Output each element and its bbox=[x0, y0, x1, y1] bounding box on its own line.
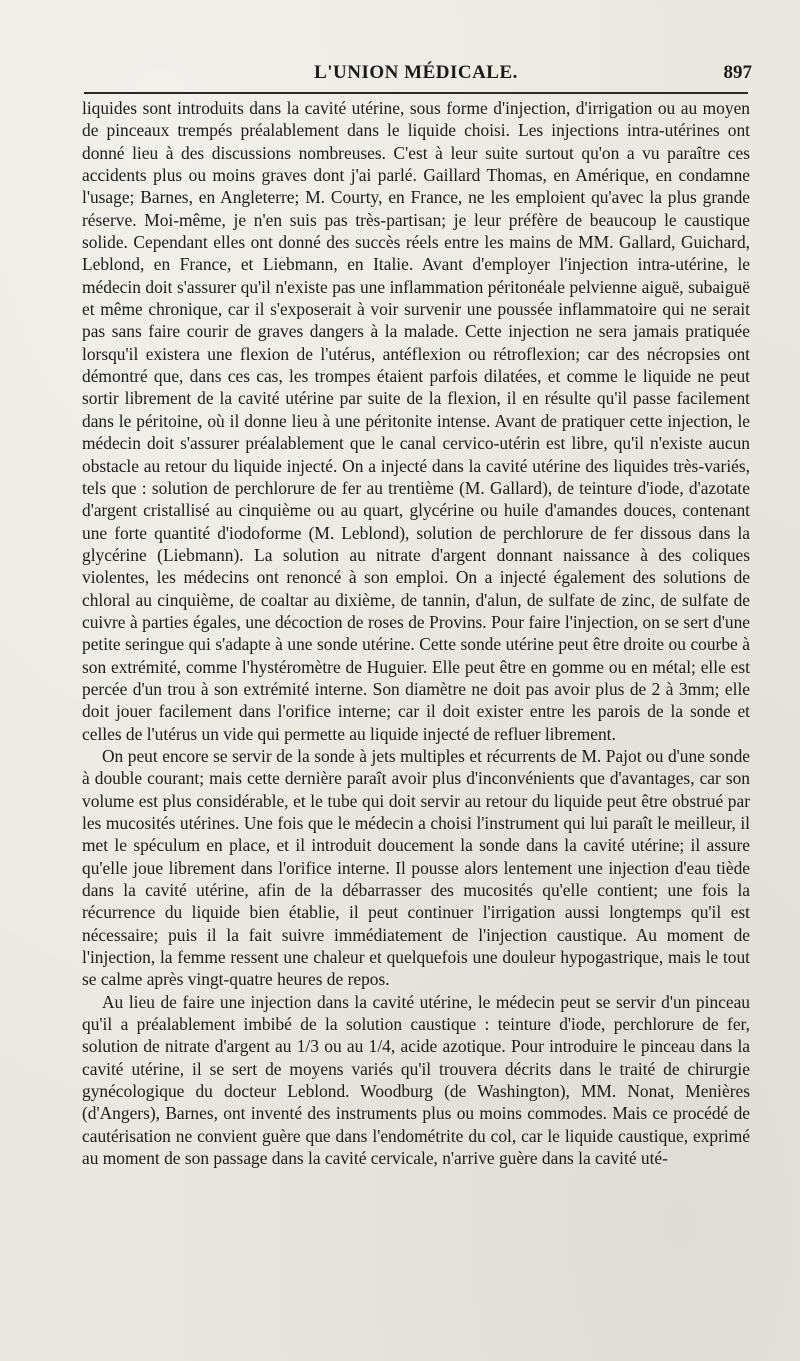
body-text bbox=[82, 97, 750, 1170]
running-head bbox=[82, 62, 750, 88]
paragraph-2: On peut encore se servir de la sonde à jets multiples et récurrents de M. Pajot ou d'une sonde à double courant; mais cette dernière paraît avoir plus d'inconvénients que d'avantages, car son volume est plus considérable, et le tube qui doit servir au retour du liquide peut être obstrué par les mucosités utérines. Une fois que le médecin a choisi l'instrument qui lui paraît le meilleur, il met le spéculum en place, et il introduit doucement la sonde dans la cavité utérine; il assure qu'elle joue librement dans l'orifice interne. Il pousse alors lentement une injection d'eau tiède dans la cavité utérine, afin de la débarrasser des mucosités qu'elle contient; une fois la récurrence du liquide bien établie, il peut continuer l'irrigation aussi longtemps qu'il est nécessaire; puis il la fait suivre immédiatement de l'injection caustique. Au moment de l'injection, la femme ressent une chaleur et quelquefois une douleur hypogastrique, mais le tout se calme après vingt-quatre heures de repos. bbox=[82, 745, 750, 990]
header-rule bbox=[84, 92, 748, 94]
paragraph-3: Au lieu de faire une injection dans la cavité utérine, le médecin peut se servir d'un pinceau qu'il a préalablement imbibé de la solution caustique : teinture d'iode, perchlorure de fer, solution de nitrate d'argent au 1/3 ou au 1/4, acide azotique. Pour introduire le pinceau dans la cavité utérine, il se sert de moyens variés qu'il trouvera décrits dans le traité de chirurgie gynécologique du docteur Leblond. Woodburg (de Washington), MM. Nonat, Menières (d'Angers), Barnes, ont inventé des instruments plus ou moins commodes. Mais ce procédé de cautérisation ne convient guère que dans l'endométrite du col, car le liquide caustique, exprimé au moment de son passage dans la cavité cervicale, n'arrive guère dans la cavité uté- bbox=[82, 991, 750, 1169]
paragraph-1: liquides sont introduits dans la cavité utérine, sous forme d'injection, d'irrigation ou au moyen de pinceaux trempés préalablement dans le liquide choisi. Les injections intra-utérines ont donné lieu à des discussions nombreuses. C'est à leur suite surtout qu'on a vu paraître ces accidents plus ou moins graves dont j'ai parlé. Gaillard Thomas, en Amérique, en condamne l'usage; Barnes, en Angleterre; M. Courty, en France, ne les emploient qu'avec la plus grande réserve. Moi-même, je n'en suis pas très-partisan; je leur préfère de beaucoup le caustique solide. Cependant elles ont donné des succès réels entre les mains de MM. Gallard, Guichard, Leblond, en France, et Liebmann, en Italie. Avant d'employer l'injection intra-utérine, le médecin doit s'assurer qu'il n'existe pas une inflammation péritonéale pelvienne aiguë, subaiguë et même chronique, car il s'exposerait à voir survenir une poussée inflammatoire qui ne serait pas sans faire courir de graves dangers à la malade. Cette injection ne sera jamais pratiquée lorsqu'il existera une flexion de l'utérus, antéflexion ou rétroflexion; car des nécropsies ont démontré que, dans ces cas, les trompes étaient parfois dilatées, et comme le liquide ne peut sortir librement de la cavité utérine par suite de la flexion, il en résulte qu'il passe facilement dans le péritoine, où il donne lieu à une péritonite intense. Avant de pratiquer cette injection, le médecin doit s'assurer préalablement que le canal cervico-utérin est libre, qu'il n'existe aucun obstacle au retour du liquide injecté. On a injecté dans la cavité utérine des liquides très-variés, tels que : solution de perchlorure de fer au trentième (M. Gallard), de teinture d'iode, d'azotate d'argent cristallisé au cinquième ou au quart, glycérine ou huile d'amandes douces, contenant une forte quantité d'iodoforme (M. Leblond), solution de perchlorure de fer dissous dans la glycérine (Liebmann). La solution au nitrate d'argent donnant naissance à des coliques violentes, les médecins ont renoncé à son emploi. On a injecté également des solutions de chloral au cinquième, de coaltar au dixième, de tannin, d'alun, de sulfate de zinc, de sulfate de cuivre à parties égales, une décoction de roses de Provins. Pour faire l'injection, on se sert d'une petite seringue qui s'adapte à une sonde utérine. Cette sonde utérine peut être droite ou courbe à son extrémité, comme l'hystéromètre de Huguier. Elle peut être en gomme ou en métal; elle est percée d'un trou à son extrémité interne. Son diamètre ne doit pas avoir plus de 2 à 3mm; elle doit jouer facilement dans l'orifice interne; car il doit exister entre les parois de la sonde et celles de l'utérus un vide qui permette au liquide injecté de refluer librement. bbox=[82, 98, 750, 744]
journal-title: L'UNION MÉDICALE. bbox=[314, 62, 518, 83]
page-number: 897 bbox=[723, 62, 752, 83]
